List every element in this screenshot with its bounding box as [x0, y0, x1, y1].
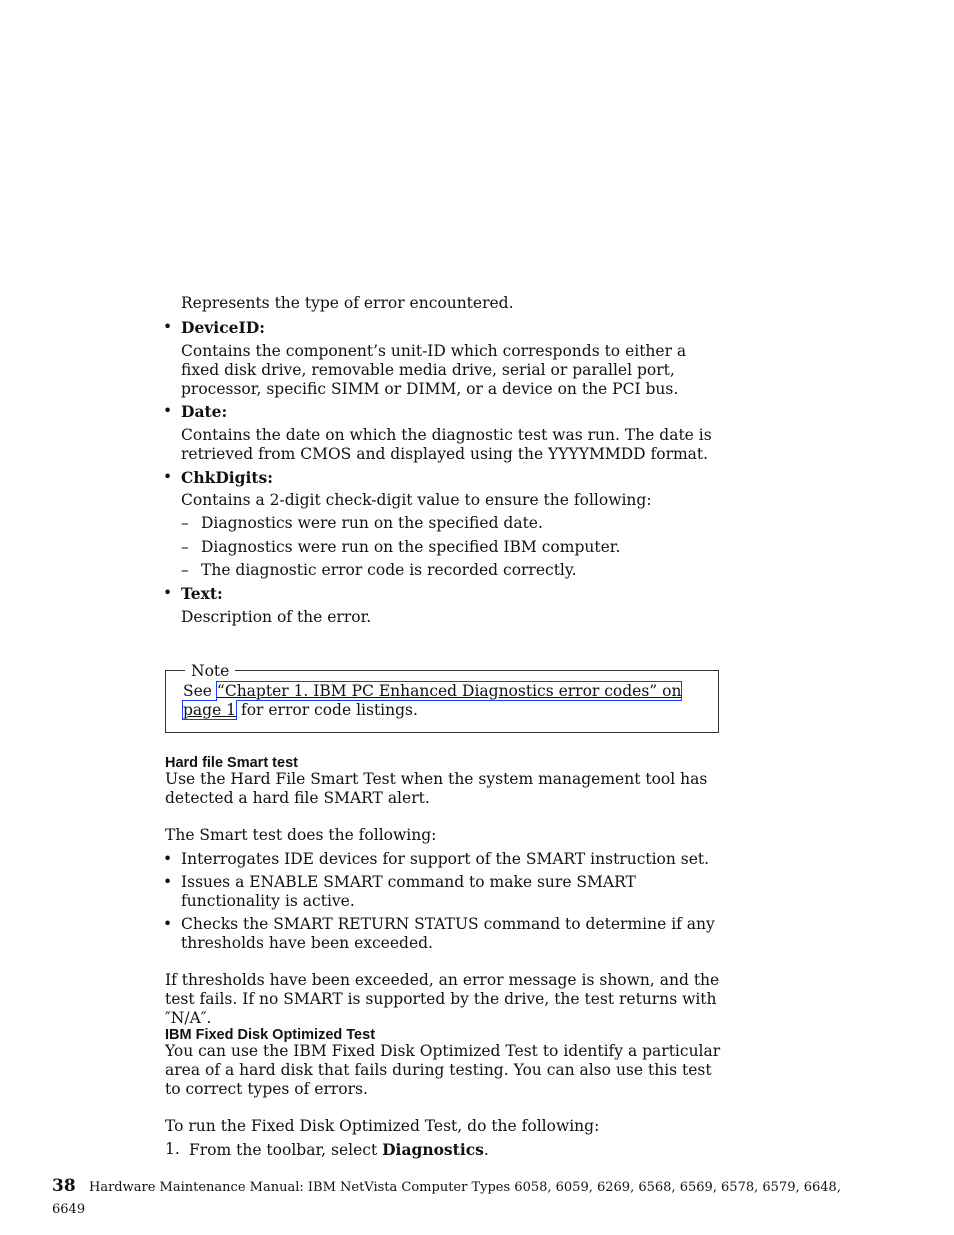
device-id-label: DeviceID: [181, 318, 265, 337]
step-number: 1. [165, 1140, 180, 1158]
footer-title: Hardware Maintenance Manual: IBM NetVista Computer Types 6058, 6059, 6269, 6568, 6569, 6578, 6579, 6648, [89, 1180, 841, 1195]
fixed-disk-intro: You can use the IBM Fixed Disk Optimized Test to identify a particular area of a hard disk that fails during testing. You can also use this test to correct types of errors. [165, 1042, 721, 1098]
bullet-glyph: • [163, 873, 173, 891]
smart-intro: Use the Hard File Smart Test when the system management tool has detected a hard file SMART alert. [165, 770, 708, 807]
bullet-glyph: • [163, 318, 173, 336]
chkdigits-text: Contains a 2-digit check-digit value to ensure the following: [181, 491, 652, 509]
dash-glyph: – [181, 561, 189, 579]
chkdigits-item: Diagnostics were run on the specified IBM computer. [201, 538, 621, 556]
fixed-disk-run: To run the Fixed Disk Optimized Test, do the following: [165, 1117, 600, 1135]
device-id-text: Contains the component’s unit-ID which corresponds to either a fixed disk drive, removable media drive, serial or parallel port, processor, specific SIMM or DIMM, or a device on the PCI bus. [181, 342, 687, 398]
chkdigits-label: ChkDigits: [181, 468, 274, 487]
chkdigits-item: The diagnostic error code is recorded correctly. [201, 561, 577, 579]
page-number: 38 [52, 1176, 76, 1196]
bullet-glyph: • [163, 468, 173, 486]
smart-item: Interrogates IDE devices for support of the SMART instruction set. [181, 850, 710, 868]
note-label: Note [185, 662, 235, 681]
chapter-1-link[interactable]: “Chapter 1. IBM PC Enhanced Diagnostics error codes” on page 1 [183, 682, 682, 719]
smart-test-heading: Hard file Smart test [165, 755, 298, 771]
smart-item: Issues a ENABLE SMART command to make sure SMART functionality is active. [181, 873, 636, 910]
fixed-disk-heading: IBM Fixed Disk Optimized Test [165, 1027, 376, 1043]
footer-title-continued: 6649 [52, 1202, 86, 1217]
bullet-glyph: • [163, 915, 173, 933]
smart-item: Checks the SMART RETURN STATUS command to determine if any thresholds have been exceeded. [181, 915, 715, 952]
date-label: Date: [181, 402, 228, 421]
dash-glyph: – [181, 514, 189, 532]
dash-glyph: – [181, 538, 189, 556]
date-text: Contains the date on which the diagnostic test was run. The date is retrieved from CMOS and displayed using the YYYYMMDD format. [181, 426, 712, 463]
bullet-glyph: • [163, 584, 173, 602]
text-label: Text: [181, 584, 223, 603]
smart-does: The Smart test does the following: [165, 826, 437, 844]
text-description: Description of the error. [181, 608, 372, 626]
step-1-text: From the toolbar, select Diagnostics. [189, 1140, 489, 1159]
error-type-description: Represents the type of error encountered. [181, 294, 514, 312]
smart-outro: If thresholds have been exceeded, an error message is shown, and the test fails. If no SMART is supported by the drive, the test returns with ″N/A″. [165, 971, 720, 1027]
chkdigits-item: Diagnostics were run on the specified date. [201, 514, 543, 532]
bullet-glyph: • [163, 402, 173, 420]
bullet-glyph: • [163, 850, 173, 868]
note-text: See “Chapter 1. IBM PC Enhanced Diagnostics error codes” on page 1 for error code listings. [183, 682, 682, 719]
